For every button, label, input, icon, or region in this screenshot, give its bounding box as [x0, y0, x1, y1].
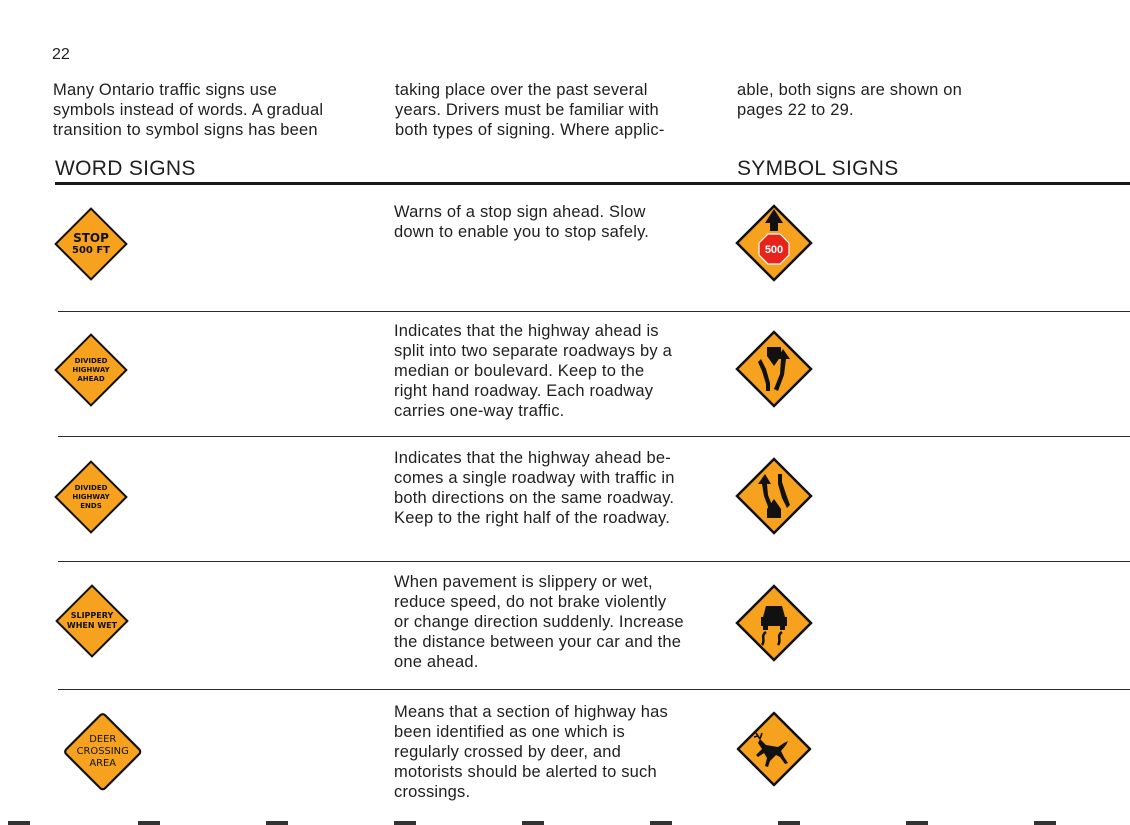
word-sign-text: AREA: [89, 757, 117, 769]
edge-mark: [138, 821, 160, 825]
intro-line: transition to symbol signs has been: [53, 121, 318, 139]
word-signs-heading: WORD SIGNS: [55, 157, 196, 180]
description-line: crossings.: [394, 783, 471, 801]
description-line: Indicates that the highway ahead be-: [394, 449, 671, 467]
edge-mark: [1034, 821, 1056, 825]
word-sign-slippery-when-wet: [55, 584, 129, 658]
row-divider: [58, 436, 1130, 437]
word-sign-text: HIGHWAY: [72, 492, 110, 501]
word-sign-text: SLIPPERY: [70, 611, 114, 620]
edge-mark: [906, 821, 928, 825]
intro-line: Many Ontario traffic signs use: [53, 81, 277, 99]
deer-crossing-icon: [734, 709, 814, 789]
edge-mark: [778, 821, 800, 825]
description-line: Warns of a stop sign ahead. Slow: [394, 203, 646, 221]
description-line: Keep to the right half of the roadway.: [394, 509, 671, 527]
description-line: regularly crossed by deer, and: [394, 743, 622, 761]
word-sign-text: DIVIDED: [74, 483, 108, 492]
intro-column-1: [53, 80, 373, 140]
intro-line: pages 22 to 29.: [737, 101, 854, 119]
description-line: been identified as one which is: [394, 723, 625, 741]
edge-mark: [522, 821, 544, 825]
intro-line: years. Drivers must be familiar with: [395, 101, 659, 119]
intro-line: taking place over the past several: [395, 81, 648, 99]
description-divided-highway: [394, 321, 724, 421]
row-divider: [58, 311, 1130, 312]
edge-mark: [394, 821, 416, 825]
description-line: right hand roadway. Each roadway: [394, 382, 654, 400]
row-divider: [58, 689, 1130, 690]
word-sign-text: ENDS: [80, 501, 102, 510]
word-sign-divided-highway-ahead: [54, 333, 128, 407]
word-sign-text: STOP: [73, 230, 109, 245]
description-line: one ahead.: [394, 653, 479, 671]
word-sign-text: CROSSING: [76, 745, 129, 757]
intro-column-2: [395, 80, 715, 140]
description-line: down to enable you to stop safely.: [394, 223, 650, 241]
word-sign-text: AHEAD: [77, 374, 105, 383]
intro-line: able, both signs are shown on: [737, 81, 963, 99]
description-line: reduce speed, do not brake violently: [394, 593, 667, 611]
description-deer-crossing: [394, 702, 724, 802]
description-line: Means that a section of highway has: [394, 703, 668, 721]
description-slippery-road: [394, 572, 724, 672]
description-line: When pavement is slippery or wet,: [394, 573, 653, 591]
stop-ahead-icon: [734, 203, 814, 283]
stop-ahead-label: 500: [764, 244, 784, 256]
heading-divider: [55, 182, 1130, 185]
intro-line: both types of signing. Where applic-: [395, 121, 665, 139]
description-line: Indicates that the highway ahead is: [394, 322, 659, 340]
description-line: the distance between your car and the: [394, 633, 682, 651]
edge-mark: [650, 821, 672, 825]
word-sign-divided-highway-ends: [54, 460, 128, 534]
word-sign-deer-crossing-area: [62, 711, 143, 792]
edge-mark: [8, 821, 30, 825]
intro-column-3: [737, 80, 1057, 120]
symbol-signs-heading: SYMBOL SIGNS: [737, 157, 899, 180]
description-line: split into two separate roadways by a: [394, 342, 672, 360]
description-line: or change direction suddenly. Increase: [394, 613, 684, 631]
word-sign-stop-500ft: [54, 207, 128, 281]
word-sign-text: DEER: [89, 733, 117, 745]
description-line: comes a single roadway with traffic in: [394, 469, 675, 487]
row-divider: [58, 561, 1130, 562]
intro-line: symbols instead of words. A gradual: [53, 101, 324, 119]
page-number: 22: [52, 46, 70, 63]
description-divided-highway-ends: [394, 448, 724, 528]
description-line: both directions on the same roadway.: [394, 489, 675, 507]
description-line: motorists should be alerted to such: [394, 763, 657, 781]
word-sign-text: WHEN WET: [66, 621, 118, 630]
divided-highway-ends-icon: [734, 456, 814, 536]
word-sign-text: DIVIDED: [74, 356, 108, 365]
divided-highway-icon: [734, 329, 814, 409]
description-stop-ahead: [394, 202, 724, 242]
description-line: carries one-way traffic.: [394, 402, 565, 420]
slippery-road-icon: [734, 583, 814, 663]
description-line: median or boulevard. Keep to the: [394, 362, 645, 380]
word-sign-text: HIGHWAY: [72, 365, 110, 374]
edge-mark: [266, 821, 288, 825]
word-sign-text: 500 FT: [71, 244, 110, 256]
